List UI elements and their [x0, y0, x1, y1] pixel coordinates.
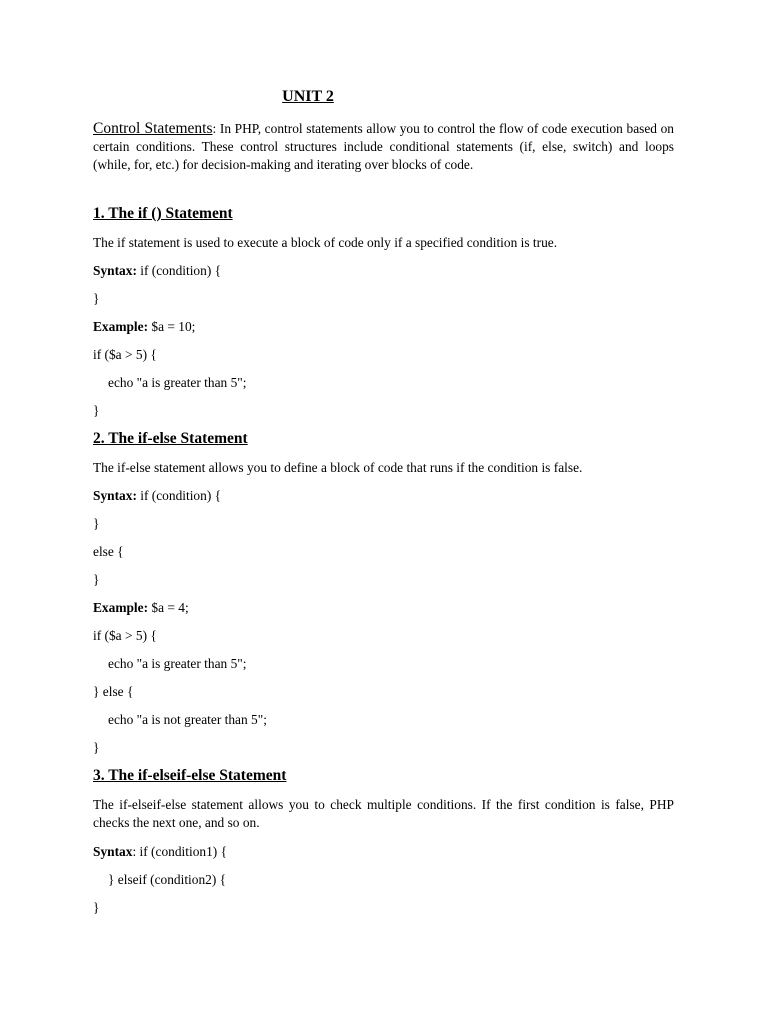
section-3-description: The if-elseif-else statement allows you to check multiple conditions. If the first condition is false, PHP checks the next one, and so on.	[93, 797, 674, 830]
intro-paragraph	[93, 120, 674, 174]
section-1-heading: 1. The if () Statement	[93, 205, 233, 222]
code-line: } elseif (condition2) {	[108, 872, 227, 887]
code-line: } else {	[93, 684, 134, 699]
syntax-label: Syntax:	[93, 263, 137, 278]
code-line: echo "a is not greater than 5";	[108, 712, 267, 727]
section-2-heading: 2. The if-else Statement	[93, 430, 248, 447]
code-line: : if (condition1) {	[132, 844, 228, 859]
code-line: $a = 10;	[148, 319, 196, 334]
intro-lead: Control Statements	[93, 120, 213, 137]
example-label: Example:	[93, 319, 149, 334]
code-line: if (condition) {	[136, 488, 222, 503]
code-line: if (condition) {	[136, 263, 222, 278]
syntax-label: Syntax	[93, 844, 133, 859]
code-line: echo "a is greater than 5";	[108, 656, 247, 671]
section-1-description: The if statement is used to execute a block of code only if a specified condition is true.	[93, 235, 558, 250]
code-line: else {	[93, 544, 124, 559]
section-1-example-line	[93, 318, 674, 336]
code-line: }	[93, 740, 100, 755]
code-line: $a = 4;	[148, 600, 189, 615]
section-2-description: The if-else statement allows you to define a block of code that runs if the condition is false.	[93, 460, 583, 475]
section-3-heading: 3. The if-elseif-else Statement	[93, 767, 287, 784]
code-line: echo "a is greater than 5";	[108, 375, 247, 390]
syntax-label: Syntax:	[93, 488, 137, 503]
code-line: }	[93, 516, 100, 531]
section-3-syntax-line	[93, 843, 674, 861]
section-1-syntax-line	[93, 262, 674, 280]
section-2-syntax-line	[93, 487, 674, 505]
page-title: UNIT 2	[282, 88, 334, 105]
code-line: if ($a > 5) {	[93, 347, 157, 362]
code-line: }	[93, 572, 100, 587]
code-line: }	[93, 291, 100, 306]
example-label: Example:	[93, 600, 149, 615]
code-line: }	[93, 403, 100, 418]
code-line: if ($a > 5) {	[93, 628, 157, 643]
intro-text: : In PHP, control statements allow you to control the flow of code execution based on certain conditions. These control structures include conditional statements (if, else, switch) and loops (while, for, etc.) for decision-making and iterating over blocks of code.	[93, 121, 674, 172]
section-2-example-line	[93, 599, 674, 617]
code-line: }	[93, 900, 100, 915]
